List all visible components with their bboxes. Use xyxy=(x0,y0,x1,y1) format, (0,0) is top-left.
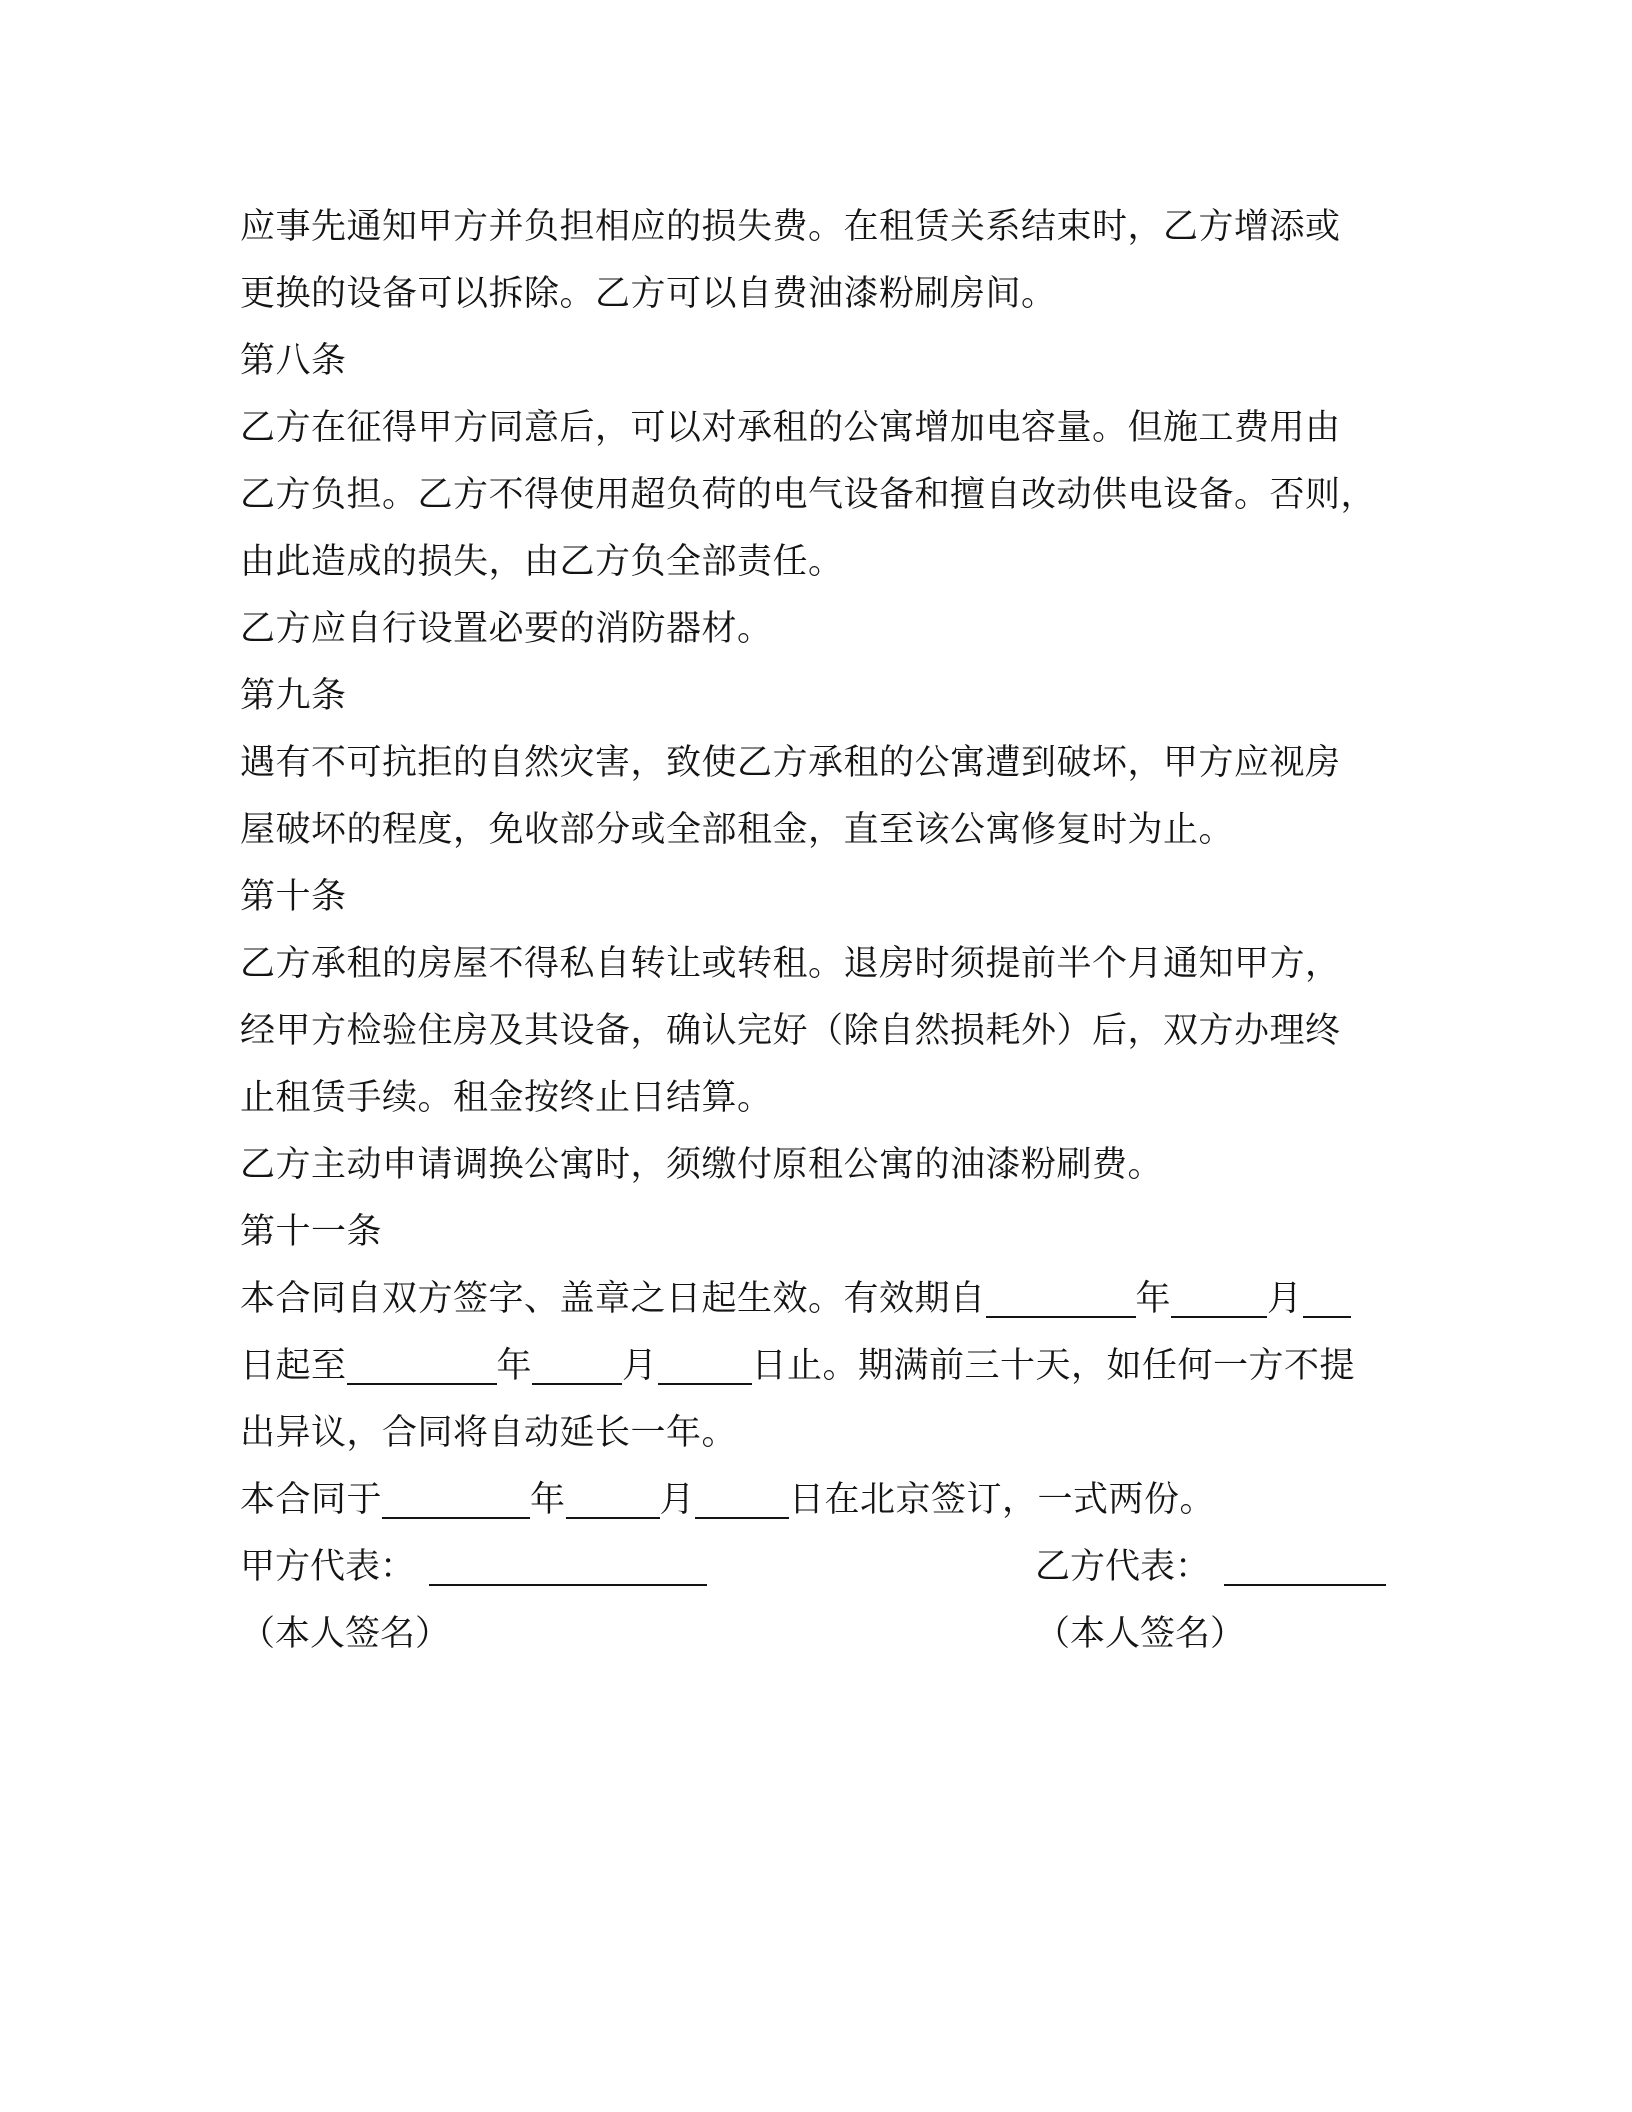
text-line: 乙方在征得甲方同意后，可以对承租的公寓增加电容量。但施工费用由 xyxy=(240,408,1341,448)
article-11-title: 第十一条 xyxy=(240,1212,383,1252)
article-8-title: 第八条 xyxy=(240,341,347,381)
validity-end-line xyxy=(240,1333,1390,1400)
start-year-blank[interactable] xyxy=(986,1278,1136,1318)
signature-row xyxy=(240,1534,1390,1601)
text-line: 出异议，合同将自动延长一年。 xyxy=(240,1413,738,1453)
year-label: 年 xyxy=(530,1480,566,1520)
text-line: 遇有不可抗拒的自然灾害，致使乙方承租的公寓遭到破坏，甲方应视房 xyxy=(240,743,1341,783)
end-year-blank[interactable] xyxy=(347,1345,497,1385)
month-label: 月 xyxy=(659,1480,696,1520)
start-month-blank[interactable] xyxy=(1171,1278,1267,1318)
end-month-blank[interactable] xyxy=(532,1345,622,1385)
party-b-signature xyxy=(1035,1534,1386,1601)
text-segment: 日起至 xyxy=(240,1346,347,1386)
text-line: 屋破坏的程度，免收部分或全部租金，直至该公寓修复时为止。 xyxy=(240,810,1235,850)
signature-note-row xyxy=(240,1601,1390,1668)
month-label: 月 xyxy=(1267,1279,1303,1319)
article-10-title: 第十条 xyxy=(240,877,347,917)
year-label: 年 xyxy=(1135,1279,1172,1319)
text-segment: 日止。期满前三十天，如任何一方不提 xyxy=(751,1346,1356,1386)
year-label: 年 xyxy=(496,1346,533,1386)
text-segment: 本合同自双方签字、盖章之日起生效。有效期自 xyxy=(240,1279,986,1319)
party-a-label: 甲方代表： xyxy=(240,1547,416,1587)
sign-year-blank[interactable] xyxy=(382,1479,530,1519)
text-line: 乙方负担。乙方不得使用超负荷的电气设备和擅自改动供电设备。否则， xyxy=(240,475,1377,515)
start-day-blank[interactable] xyxy=(1303,1278,1351,1318)
party-a-note: （本人签名） xyxy=(240,1614,451,1654)
party-a-signature-line[interactable] xyxy=(429,1546,707,1586)
signing-date-line xyxy=(240,1467,1390,1534)
party-b-signature-line[interactable] xyxy=(1224,1546,1386,1586)
party-b-label: 乙方代表： xyxy=(1035,1547,1211,1587)
text-line: 乙方主动申请调换公寓时，须缴付原租公寓的油漆粉刷费。 xyxy=(240,1145,1164,1185)
end-day-blank[interactable] xyxy=(658,1345,752,1385)
contract-page xyxy=(240,194,1390,1668)
text-segment: 日在北京签订，一式两份。 xyxy=(789,1480,1216,1520)
article-9-title: 第九条 xyxy=(240,676,347,716)
text-line: 由此造成的损失，由乙方负全部责任。 xyxy=(240,542,844,582)
party-b-note: （本人签名） xyxy=(1035,1614,1246,1654)
text-line: 乙方应自行设置必要的消防器材。 xyxy=(240,609,773,649)
text-line: 乙方承租的房屋不得私自转让或转租。退房时须提前半个月通知甲方， xyxy=(240,944,1341,984)
text-line: 经甲方检验住房及其设备，确认完好（除自然损耗外）后，双方办理终 xyxy=(240,1011,1341,1051)
sign-day-blank[interactable] xyxy=(695,1479,789,1519)
validity-start-line xyxy=(240,1266,1390,1333)
text-line: 更换的设备可以拆除。乙方可以自费油漆粉刷房间。 xyxy=(240,274,1057,314)
sign-month-blank[interactable] xyxy=(566,1479,660,1519)
text-segment: 本合同于 xyxy=(240,1480,383,1520)
party-a-signature xyxy=(240,1534,707,1601)
month-label: 月 xyxy=(622,1346,658,1386)
text-line: 应事先通知甲方并负担相应的损失费。在租赁关系结束时，乙方增添或 xyxy=(240,207,1341,247)
text-line: 止租赁手续。租金按终止日结算。 xyxy=(240,1078,773,1118)
